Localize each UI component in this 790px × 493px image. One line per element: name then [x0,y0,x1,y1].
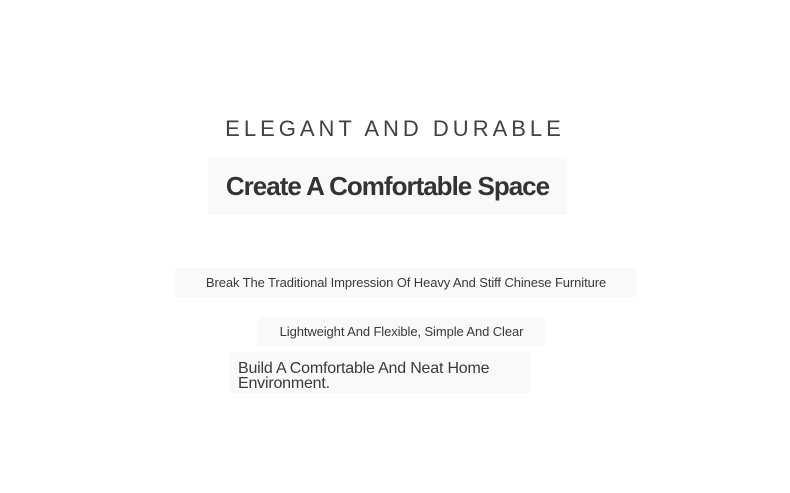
section-title: Create A Comfortable Space [225,170,550,201]
tagline-panel-2 [258,317,545,346]
tagline-panel-1 [175,268,637,297]
section-title-panel [208,157,567,215]
tagline-3: Build A Comfortable And Neat Home Environment. [238,360,490,392]
section-eyebrow: ELEGANT AND DURABLE [225,116,565,141]
tagline-panel-3 [230,352,530,393]
tagline-1: Break The Traditional Impression Of Heavy And Stiff Chinese Furniture [205,275,607,290]
tagline-2: Lightweight And Flexible, Simple And Clear [279,324,524,339]
